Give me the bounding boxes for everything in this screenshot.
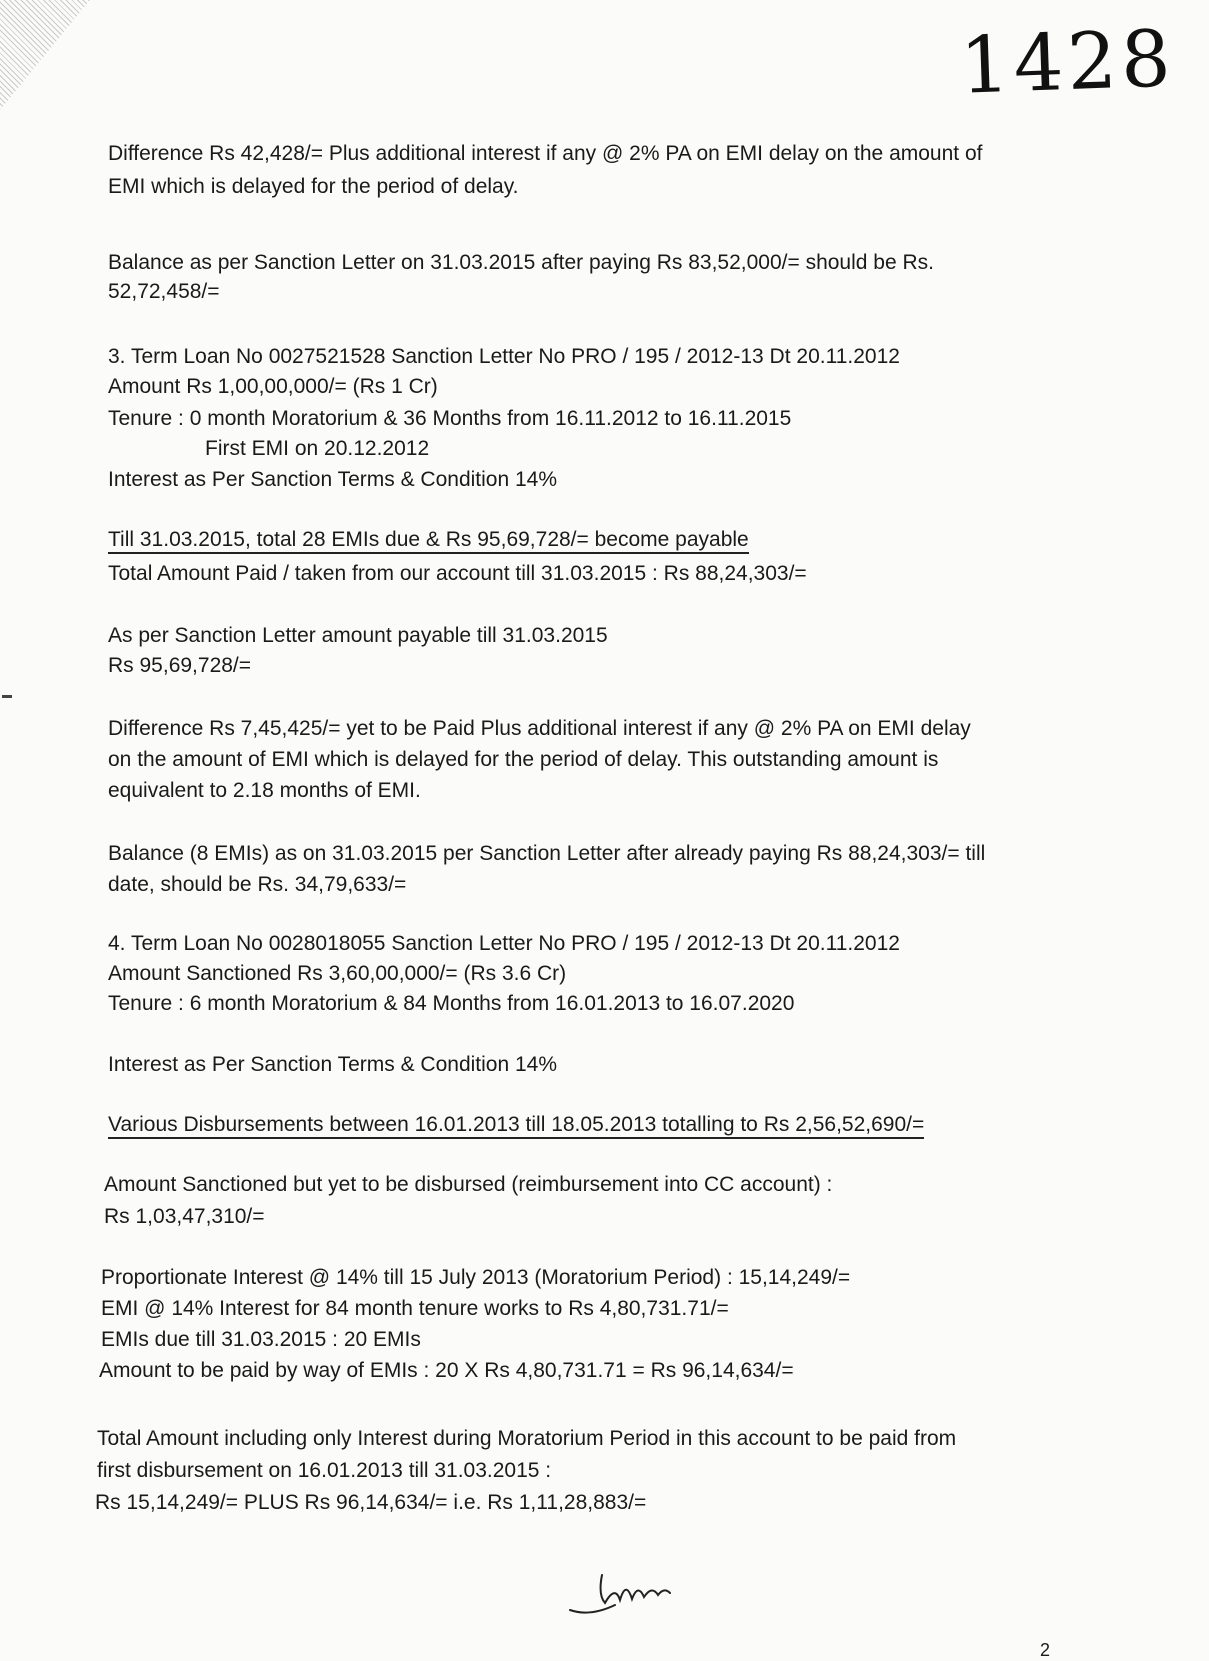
text-line: equivalent to 2.18 months of EMI. xyxy=(108,779,421,802)
text-line: 52,72,458/= xyxy=(108,280,220,303)
text-line: first disbursement on 16.01.2013 till 31.03.2015 : xyxy=(97,1459,552,1482)
text-line: EMI @ 14% Interest for 84 month tenure works to Rs 4,80,731.71/= xyxy=(101,1297,729,1320)
text-line: Interest as Per Sanction Terms & Condition 14% xyxy=(108,1053,558,1076)
section-heading: 3. Term Loan No 0027521528 Sanction Letter No PRO / 195 / 2012-13 Dt 20.11.2012 xyxy=(108,345,900,368)
text-line: date, should be Rs. 34,79,633/= xyxy=(108,873,407,896)
text-line: Rs 1,03,47,310/= xyxy=(104,1205,265,1228)
text-line: Difference Rs 42,428/= Plus additional interest if any @ 2% PA on EMI delay on the amount of xyxy=(108,142,983,165)
page-number: 2 xyxy=(1040,1640,1051,1660)
text-line: Amount Rs 1,00,00,000/= (Rs 1 Cr) xyxy=(108,375,438,398)
text-line: EMIs due till 31.03.2015 : 20 EMIs xyxy=(101,1328,421,1351)
text-line: First EMI on 20.12.2012 xyxy=(205,437,430,460)
underlined-summary: Various Disbursements between 16.01.2013 till 18.05.2013 totalling to Rs 2,56,52,690/= xyxy=(108,1114,924,1139)
text-line: As per Sanction Letter amount payable till 31.03.2015 xyxy=(108,624,608,647)
signature xyxy=(560,1555,690,1625)
text-line: EMI which is delayed for the period of delay. xyxy=(108,175,519,198)
text-line: Interest as Per Sanction Terms & Condition 14% xyxy=(108,468,558,491)
text-line: Amount Sanctioned Rs 3,60,00,000/= (Rs 3.6 Cr) xyxy=(108,962,567,985)
text-line: Tenure : 0 month Moratorium & 36 Months from 16.11.2012 to 16.11.2015 xyxy=(108,407,792,430)
text-line: Tenure : 6 month Moratorium & 84 Months from 16.01.2013 to 16.07.2020 xyxy=(108,992,795,1015)
text-line: Rs 15,14,249/= PLUS Rs 96,14,634/= i.e. Rs 1,11,28,883/= xyxy=(95,1491,647,1514)
text-line: on the amount of EMI which is delayed for the period of delay. This outstanding amount is xyxy=(108,748,939,771)
text-line: Total Amount Paid / taken from our account till 31.03.2015 : Rs 88,24,303/= xyxy=(108,562,807,585)
scan-corner-artifact xyxy=(0,0,90,110)
text-line: Amount to be paid by way of EMIs : 20 X Rs 4,80,731.71 = Rs 96,14,634/= xyxy=(99,1359,794,1382)
underlined-summary: Till 31.03.2015, total 28 EMIs due & Rs 95,69,728/= become payable xyxy=(108,529,749,554)
text-line: Balance (8 EMIs) as on 31.03.2015 per Sanction Letter after already paying Rs 88,24,303/= till xyxy=(108,842,986,865)
margin-mark xyxy=(2,695,12,698)
text-line: Balance as per Sanction Letter on 31.03.2015 after paying Rs 83,52,000/= should be Rs. xyxy=(108,251,934,274)
text-line: Total Amount including only Interest during Moratorium Period in this account to be paid from xyxy=(97,1427,957,1450)
text-line: Proportionate Interest @ 14% till 15 July 2013 (Moratorium Period) : 15,14,249/= xyxy=(101,1266,851,1289)
text-line: Amount Sanctioned but yet to be disbursed (reimbursement into CC account) : xyxy=(104,1173,833,1196)
text-line: Rs 95,69,728/= xyxy=(108,654,252,677)
handwritten-page-number: 1428 xyxy=(958,14,1177,112)
text-line: Difference Rs 7,45,425/= yet to be Paid Plus additional interest if any @ 2% PA on EMI delay xyxy=(108,717,971,740)
section-heading: 4. Term Loan No 0028018055 Sanction Letter No PRO / 195 / 2012-13 Dt 20.11.2012 xyxy=(108,932,900,955)
